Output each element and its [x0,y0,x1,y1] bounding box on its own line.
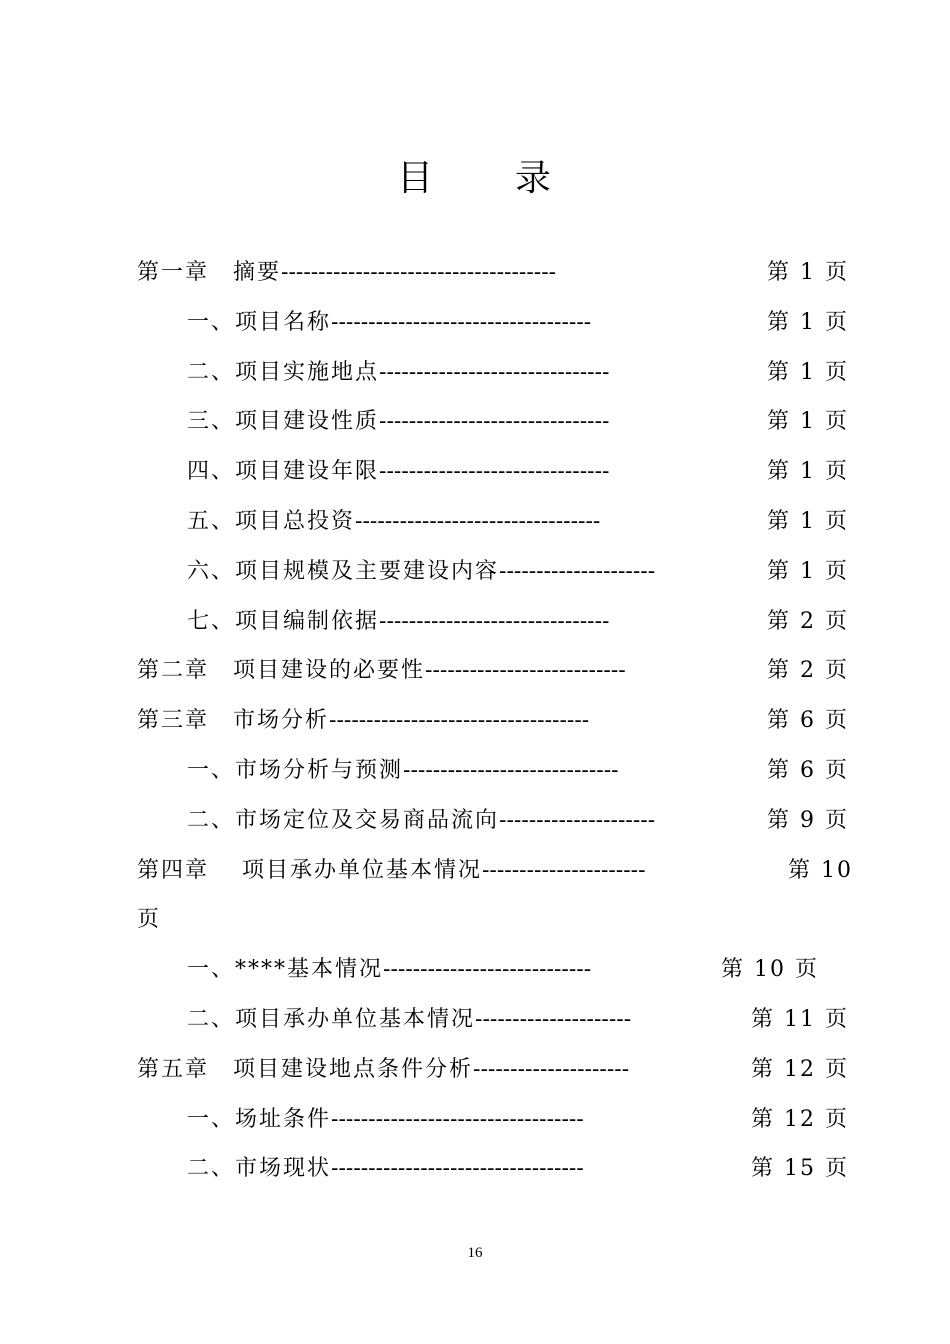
toc-entry-label: 二、市场定位及交易商品流向 [187,807,500,833]
toc-entry-section[interactable] [137,945,819,995]
toc-entry-section[interactable] [137,348,849,398]
toc-entry-label: 五、项目总投资 [187,508,356,534]
toc-page-ref: 第 1 页 [767,409,849,435]
toc-entry-label: 二、市场现状 [187,1156,332,1182]
toc-page-ref: 第 12 页 [751,1056,849,1082]
toc-page-ref: 第 1 页 [767,309,849,335]
toc-entry-chapter-1[interactable] [137,248,849,298]
toc-page-ref: 第 10 页 [721,957,819,983]
toc-entry-section[interactable] [137,298,849,348]
toc-entry-label: 页 [137,907,160,933]
toc-entry-section[interactable] [137,397,849,447]
toc-entry-label: 六、项目规模及主要建设内容 [187,558,500,584]
toc-entry-label: 二、项目承办单位基本情况 [187,1006,476,1032]
toc-page-ref: 第 11 页 [751,1006,849,1032]
toc-entry-label: 四、项目建设年限 [187,459,380,485]
toc-entry-section[interactable] [137,497,849,547]
toc-page-ref: 第 9 页 [767,807,849,833]
toc-entry-chapter-4[interactable] [137,846,853,896]
toc-leader: --------------------- [473,1056,630,1082]
toc-page-ref: 第 6 页 [767,757,849,783]
toc-leader: ----------------------------------- [331,309,592,335]
toc-leader: ----------------------------- [403,757,619,783]
toc-leader: ---------------------------------- [331,1106,584,1132]
toc-entry-label: 七、项目编制依据 [187,608,380,634]
toc-leader: ------------------------------- [379,359,610,385]
toc-page-ref: 第 10 [788,857,853,883]
toc-entry-continuation [137,895,849,945]
toc-entry-section[interactable] [137,995,849,1045]
toc-page-ref: 第 1 页 [767,260,849,285]
toc-leader: ------------------------------- [379,409,610,435]
toc-leader: --------------------------------- [355,508,601,534]
toc-leader: ------------------------------- [379,459,610,485]
toc-entry-label: 一、****基本情况 [187,957,384,983]
toc-page-ref: 第 2 页 [767,608,849,634]
toc-leader: --------------------- [499,558,656,584]
toc-entry-label: 二、项目实施地点 [187,359,380,385]
toc-entry-label: 第三章 市场分析 [137,708,330,734]
toc-leader: ---------------------------- [383,957,592,983]
table-of-contents [137,248,853,1194]
toc-page-ref: 第 1 页 [767,459,849,485]
toc-leader: --------------------- [499,807,656,833]
toc-entry-section[interactable] [137,1095,849,1145]
toc-title [0,150,950,201]
toc-page-ref: 第 2 页 [767,658,849,684]
toc-page-ref: 第 12 页 [751,1106,849,1132]
toc-page-ref: 第 1 页 [767,508,849,534]
toc-page-ref: 第 1 页 [767,359,849,385]
toc-leader: ------------------------------------- [281,260,557,285]
toc-entry-chapter-5[interactable] [137,1045,849,1095]
toc-entry-section[interactable] [137,447,849,497]
toc-leader: ---------------------------------- [331,1156,584,1182]
toc-page-ref: 第 15 页 [751,1156,849,1182]
toc-entry-label: 三、项目建设性质 [187,409,380,435]
toc-entry-section[interactable] [137,746,849,796]
toc-leader: ---------------------- [482,857,646,883]
toc-leader: --------------------- [475,1006,632,1032]
toc-page-ref: 第 1 页 [767,558,849,584]
toc-entry-label: 一、场址条件 [187,1106,332,1132]
toc-entry-label: 一、市场分析与预测 [187,757,404,783]
toc-page-ref: 第 6 页 [767,708,849,734]
toc-entry-label: 第二章 项目建设的必要性 [137,658,426,684]
toc-entry-label: 第一章 摘要 [137,260,282,285]
toc-entry-chapter-2[interactable] [137,646,849,696]
toc-entry-section[interactable] [137,1144,849,1194]
toc-entry-chapter-3[interactable] [137,696,849,746]
toc-entry-label: 第四章 项目承办单位基本情况 [137,857,482,883]
toc-title-char-1: 目 [396,158,435,199]
toc-leader: --------------------------- [425,658,626,684]
toc-title-char-2: 录 [515,158,554,199]
toc-entry-section[interactable] [137,547,849,597]
toc-leader: ------------------------------- [379,608,610,634]
page-number: 16 [467,1245,483,1261]
toc-leader: ----------------------------------- [329,708,590,734]
toc-entry-label: 一、项目名称 [187,309,332,335]
toc-entry-label: 第五章 项目建设地点条件分析 [137,1056,474,1082]
toc-entry-section[interactable] [137,796,849,846]
toc-entry-section[interactable] [137,597,849,647]
